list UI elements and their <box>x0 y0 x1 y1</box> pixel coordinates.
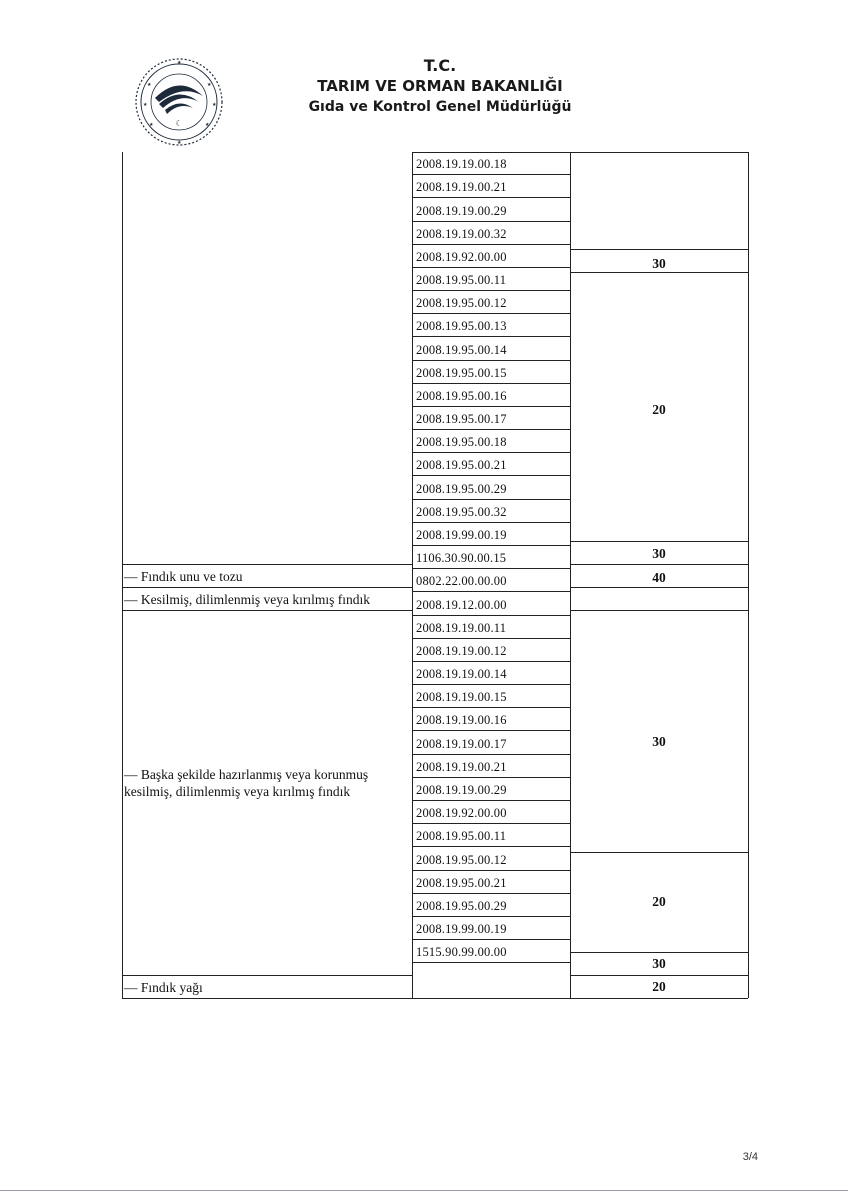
code-cell: 2008.19.95.00.32 <box>416 504 507 519</box>
value-separator <box>570 541 748 542</box>
code-row <box>412 268 570 291</box>
value-separator <box>570 564 748 565</box>
value-separator <box>570 249 748 250</box>
code-row <box>412 708 570 731</box>
code-row <box>412 222 570 245</box>
code-cell: 2008.19.19.00.17 <box>416 736 507 751</box>
code-cell: 2008.19.19.00.12 <box>416 643 507 658</box>
svg-text:★: ★ <box>149 122 154 128</box>
code-cell: 2008.19.12.00.00 <box>416 597 507 612</box>
code-cell: 2008.19.95.00.12 <box>416 852 507 867</box>
desc-separator <box>122 587 412 588</box>
code-row <box>412 152 570 175</box>
value-separator <box>570 610 748 611</box>
table-right-border <box>748 152 749 998</box>
value-separator <box>570 587 748 588</box>
code-cell: 1515.90.99.00.00 <box>416 945 507 960</box>
code-cell: 0802.22.00.00.00 <box>416 574 507 589</box>
header-directorate: Gıda ve Kontrol Genel Müdürlüğü <box>308 99 572 115</box>
svg-text:★: ★ <box>207 82 212 88</box>
code-cell: 2008.19.95.00.18 <box>416 435 507 450</box>
code-cell: 2008.19.19.00.21 <box>416 180 507 195</box>
svg-text:★: ★ <box>212 102 217 108</box>
code-cell: 2008.19.19.00.15 <box>416 690 507 705</box>
code-row <box>412 569 570 592</box>
code-row <box>412 755 570 778</box>
value-cell: 20 <box>652 894 666 909</box>
code-cell: 2008.19.19.00.11 <box>416 620 507 635</box>
value-cell: 30 <box>652 956 666 971</box>
code-row <box>412 476 570 499</box>
code-row <box>412 198 570 221</box>
code-row <box>412 500 570 523</box>
code-row <box>412 314 570 337</box>
code-row <box>412 175 570 198</box>
value-cell: 30 <box>652 256 666 271</box>
code-row <box>412 616 570 639</box>
page-number: 3/4 <box>742 1151 758 1163</box>
code-cell: 2008.19.95.00.14 <box>416 342 507 357</box>
code-cell: 2008.19.99.00.19 <box>416 922 507 937</box>
code-cell: 2008.19.19.00.14 <box>416 667 507 682</box>
value-separator <box>570 952 748 953</box>
code-row <box>412 546 570 569</box>
code-row <box>412 639 570 662</box>
desc-separator <box>122 564 412 565</box>
code-cell: 2008.19.95.00.11 <box>416 273 507 288</box>
value-separator <box>570 272 748 273</box>
svg-text:★: ★ <box>177 140 182 146</box>
code-row <box>412 291 570 314</box>
code-cell: 2008.19.95.00.21 <box>416 875 507 890</box>
code-row <box>412 662 570 685</box>
desc-separator <box>122 975 412 976</box>
code-cell: 2008.19.99.00.19 <box>416 528 507 543</box>
code-row <box>412 361 570 384</box>
code-row <box>412 453 570 476</box>
svg-text:☾: ☾ <box>175 119 183 128</box>
code-row <box>412 778 570 801</box>
code-cell: 2008.19.95.00.13 <box>416 319 507 334</box>
code-row <box>412 407 570 430</box>
code-cell: 2008.19.92.00.00 <box>416 249 507 264</box>
code-row <box>412 592 570 615</box>
description-cell: — Fındık unu ve tozu <box>124 569 243 584</box>
code-cell: 2008.19.19.00.32 <box>416 226 507 241</box>
code-cell: 2008.19.19.00.29 <box>416 782 507 797</box>
svg-text:★: ★ <box>177 60 182 66</box>
code-row <box>412 940 570 963</box>
code-row <box>412 801 570 824</box>
code-cell: 2008.19.19.00.29 <box>416 203 507 218</box>
value-cell: 30 <box>652 546 666 561</box>
svg-text:★: ★ <box>143 102 148 108</box>
code-row <box>412 245 570 268</box>
table-bottom-border <box>122 998 748 999</box>
code-cell: 2008.19.19.00.18 <box>416 157 507 172</box>
value-separator <box>570 852 748 853</box>
code-row <box>412 731 570 754</box>
value-cell: 20 <box>652 979 666 994</box>
code-row <box>412 430 570 453</box>
value-cell: 30 <box>652 734 666 749</box>
code-cell: 2008.19.95.00.11 <box>416 829 507 844</box>
value-cell: 20 <box>652 402 666 417</box>
svg-text:★: ★ <box>205 122 210 128</box>
desc-separator <box>122 610 412 611</box>
code-row <box>412 917 570 940</box>
code-cell: 2008.19.95.00.17 <box>416 412 507 427</box>
code-cell: 1106.30.90.00.15 <box>416 551 507 566</box>
code-cell: 2008.19.95.00.29 <box>416 898 507 913</box>
code-cell: 2008.19.92.00.00 <box>416 806 507 821</box>
code-row <box>412 847 570 870</box>
table-left-border <box>122 152 123 998</box>
code-row <box>412 824 570 847</box>
code-cell: 2008.19.95.00.12 <box>416 296 507 311</box>
svg-text:★: ★ <box>147 82 152 88</box>
code-cell: 2008.19.19.00.16 <box>416 713 507 728</box>
code-row <box>412 685 570 708</box>
code-cell: 2008.19.95.00.21 <box>416 458 507 473</box>
code-row <box>412 894 570 917</box>
description-cell: — Kesilmiş, dilimlenmiş veya kırılmış fındık <box>124 592 370 607</box>
code-cell: 2008.19.95.00.15 <box>416 365 507 380</box>
code-row <box>412 871 570 894</box>
code-row <box>412 523 570 546</box>
header-ministry: TARIM VE ORMAN BAKANLIĞI <box>317 77 563 95</box>
ministry-seal-icon <box>133 56 225 148</box>
value-cell: 40 <box>652 570 666 585</box>
header-country: T.C. <box>423 56 457 75</box>
value-separator <box>570 975 748 976</box>
code-cell: 2008.19.95.00.29 <box>416 481 507 496</box>
code-cell: 2008.19.19.00.21 <box>416 759 507 774</box>
description-cell: — Fındık yağı <box>124 980 203 995</box>
code-cell: 2008.19.95.00.16 <box>416 388 507 403</box>
code-row <box>412 337 570 360</box>
code-row <box>412 384 570 407</box>
description-cell: — Başka şekilde hazırlanmış veya korunmuş kesilmiş, dilimlenmiş veya kırılmış fındık <box>124 767 369 799</box>
footer-rule <box>0 1190 848 1191</box>
document-header <box>230 56 650 118</box>
